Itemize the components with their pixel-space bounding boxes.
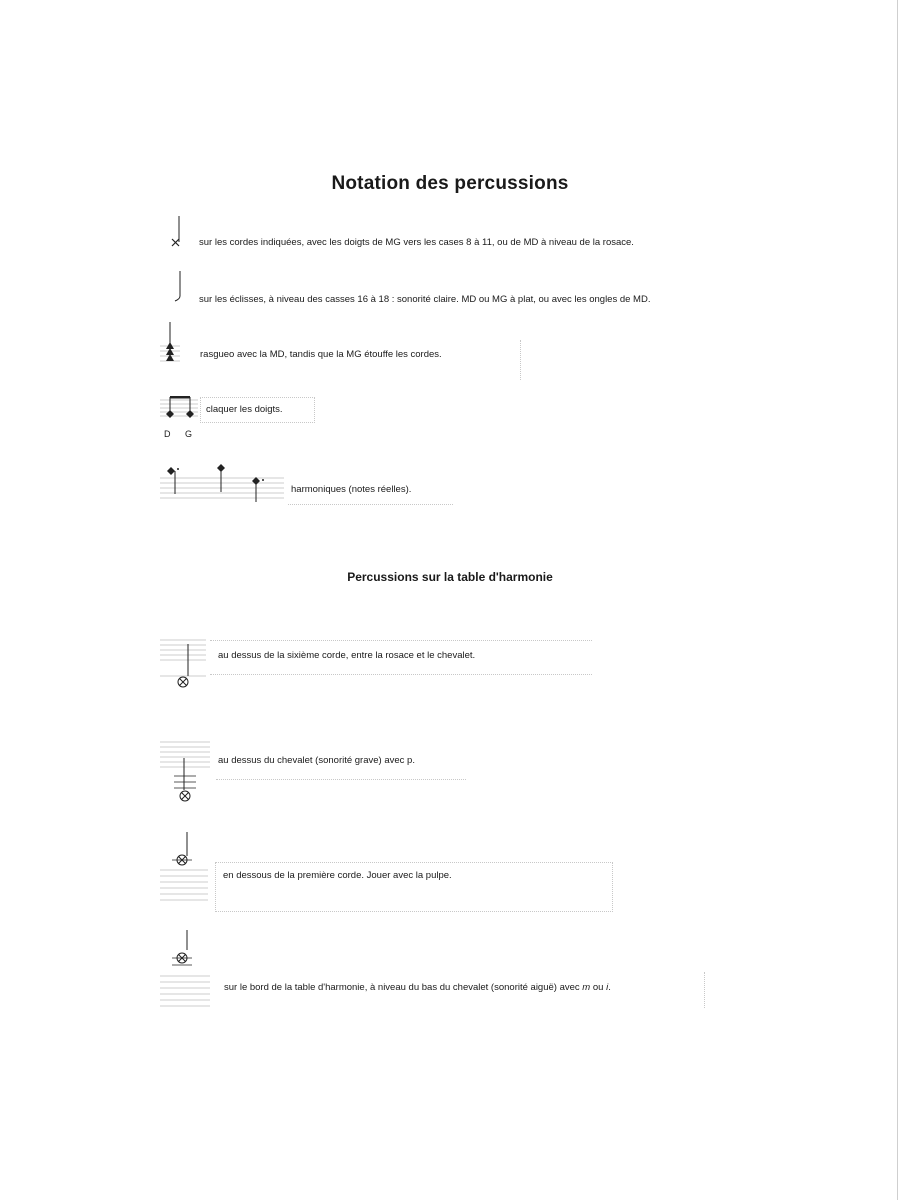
snap-label-left: G — [185, 429, 193, 439]
legend-text-rasgueo: rasgueo avec la MD, tandis que la MG étouffe les cordes. — [200, 349, 442, 360]
dotted-frame-top — [210, 640, 592, 641]
stem-flag-icon — [170, 268, 186, 304]
dotted-frame-edge — [520, 340, 521, 380]
circled-x-above-staff-icon — [158, 830, 212, 904]
x-notehead-icon — [166, 214, 186, 254]
finger-i: i — [606, 982, 609, 993]
table-text-bridge: au dessus du chevalet (sonorité grave) avec p. — [218, 755, 415, 766]
legend-text-harmonics: harmoniques (notes réelles). — [291, 484, 412, 495]
section-subtitle: Percussions sur la table d'harmonie — [347, 570, 553, 584]
legend-text-strings: sur les cordes indiquées, avec les doigts de MG vers les cases 8 à 11, ou de MD à niveau de la rosace. — [199, 237, 634, 248]
circled-x-high-icon — [158, 928, 214, 1014]
text-after: . — [608, 982, 611, 993]
dotted-frame-edge — [704, 972, 705, 1008]
circled-x-ledger-low-icon — [158, 738, 214, 806]
text-before: sur le bord de la table d'harmonie, à niveau du bas du chevalet (sonorité aiguë) avec — [224, 982, 583, 993]
legend-text-snap: claquer les doigts. — [206, 404, 283, 415]
table-text-first-string: en dessous de la première corde. Jouer avec la pulpe. — [223, 870, 452, 881]
page-title: Notation des percussions — [331, 173, 569, 194]
dotted-underline — [288, 504, 453, 505]
snap-label-right: D — [164, 429, 171, 439]
finger-m: m — [582, 982, 591, 993]
snap-beamed-notes-icon — [158, 394, 202, 424]
table-text-soundboard-edge — [224, 982, 611, 994]
circled-x-below-staff-icon — [158, 636, 210, 694]
table-text-sixth-string: au dessus de la sixième corde, entre la rosace et le chevalet. — [218, 650, 476, 661]
dotted-underline — [216, 779, 466, 780]
text-ou: ou — [590, 982, 607, 993]
legend-text-ribs: sur les éclisses, à niveau des casses 16 à 18 : sonorité claire. MD ou MG à plat, ou avec les ongles de MD. — [199, 294, 651, 305]
harmonic-notes-icon — [158, 462, 288, 506]
rasgueo-triangles-icon — [158, 320, 182, 368]
dotted-frame-bottom — [210, 674, 592, 675]
